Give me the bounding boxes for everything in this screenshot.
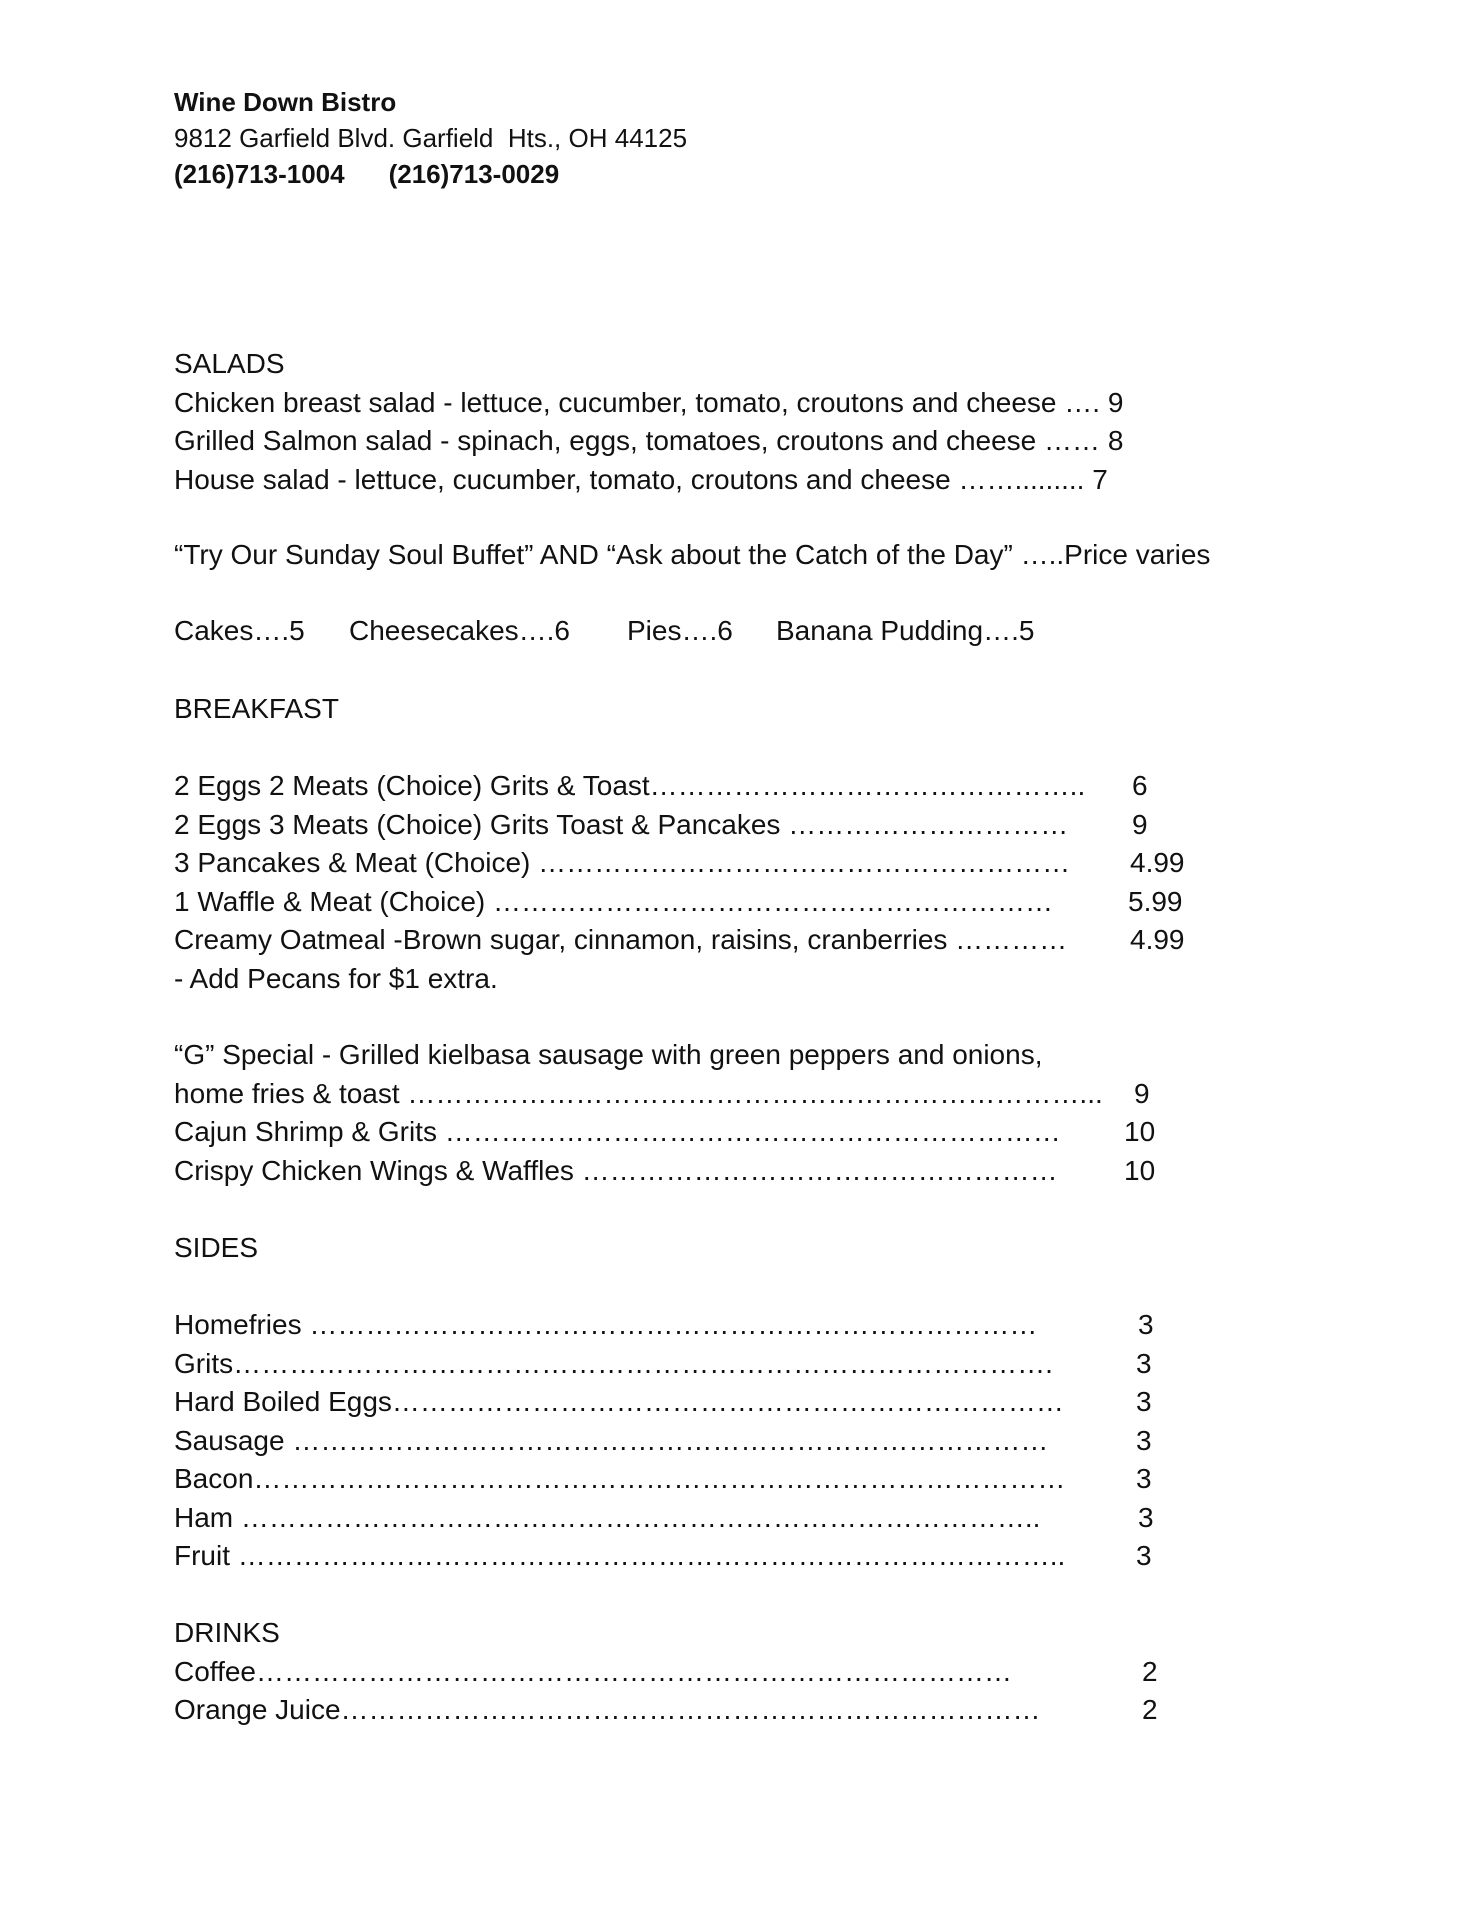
side-item-price: 3: [1136, 1347, 1152, 1379]
breakfast-item-price: 5.99: [1128, 885, 1183, 917]
breakfast-item-price: 4.99: [1130, 847, 1185, 878]
breakfast-item: [174, 1113, 1314, 1152]
breakfast-item: [174, 1075, 1314, 1114]
restaurant-header: [174, 84, 687, 192]
drink-item-price: 2: [1142, 1694, 1158, 1725]
side-item-price: 3: [1136, 1463, 1152, 1494]
drink-item-price: 2: [1142, 1655, 1158, 1687]
side-item-price: 3: [1136, 1540, 1152, 1571]
breakfast-item: [174, 883, 1314, 922]
restaurant-phones: [174, 156, 687, 192]
side-item-name: Ham …………………………………………………………………………..: [174, 1501, 1041, 1533]
breakfast-item: [174, 767, 1314, 806]
side-item: [174, 1345, 1314, 1384]
breakfast-specials-section: [174, 1036, 1314, 1190]
breakfast-item-name: Creamy Oatmeal -Brown sugar, cinnamon, raisins, cranberries …………: [174, 924, 1068, 955]
side-item: [174, 1537, 1314, 1576]
side-item-name: Hard Boiled Eggs………………………………………………………………: [174, 1386, 1064, 1417]
breakfast-heading-block: [174, 690, 1314, 729]
breakfast-item-name: Crispy Chicken Wings & Waffles ……………………………………………: [174, 1154, 1058, 1186]
breakfast-item-name: 1 Waffle & Meat (Choice) ……………………………………………………: [174, 885, 1054, 917]
salads-heading: SALADS: [174, 348, 285, 379]
buffet-note: [174, 536, 1314, 575]
breakfast-item-name: 2 Eggs 2 Meats (Choice) Grits & Toast………………………………………..: [174, 770, 1086, 801]
side-item-name: Bacon……………………………………………………………………………: [174, 1463, 1066, 1494]
side-item-price: 3: [1136, 1386, 1152, 1417]
desserts-line: [174, 612, 1314, 651]
drink-item: [174, 1691, 1314, 1730]
dessert-cheesecakes: Cheesecakes….6: [349, 615, 571, 646]
drink-item-name: Orange Juice…………………………………………………………………: [174, 1694, 1041, 1725]
breakfast-item: [174, 921, 1314, 960]
restaurant-name: Wine Down Bistro: [174, 87, 397, 117]
breakfast-item: [174, 1152, 1314, 1191]
breakfast-item-price: 9: [1132, 808, 1148, 840]
phone-number-1: (216)713-1004: [174, 159, 345, 189]
side-item: [174, 1422, 1314, 1461]
drinks-section: [174, 1614, 1314, 1730]
side-item-name: Homefries ……………………………………………………………………: [174, 1309, 1038, 1340]
side-item-price: 3: [1138, 1501, 1154, 1533]
breakfast-item-price: 4.99: [1130, 924, 1185, 955]
side-item: [174, 1383, 1314, 1422]
dessert-cakes: Cakes….5: [174, 615, 305, 646]
salads-section: [174, 345, 1314, 499]
breakfast-item-price: 6: [1132, 770, 1148, 801]
breakfast-item-name: Cajun Shrimp & Grits …………………………………………………………: [174, 1116, 1061, 1147]
sides-section: [174, 1306, 1314, 1576]
side-item: [174, 1499, 1314, 1538]
side-item-price: 3: [1138, 1309, 1154, 1340]
buffet-line: “Try Our Sunday Soul Buffet” AND “Ask about the Catch of the Day” …..Price varies: [174, 539, 1211, 570]
dessert-pies: Pies….6: [627, 615, 733, 646]
breakfast-note: - Add Pecans for $1 extra.: [174, 962, 498, 994]
drink-item: [174, 1653, 1314, 1692]
g-special-line: “G” Special - Grilled kielbasa sausage with green peppers and onions,: [174, 1039, 1043, 1070]
sides-heading: SIDES: [174, 1232, 259, 1263]
side-item-name: Grits…………………………………………………………………………….: [174, 1347, 1053, 1379]
salad-item: House salad - lettuce, cucumber, tomato, croutons and cheese ……......... 7: [174, 463, 1108, 495]
salad-item: Grilled Salmon salad - spinach, eggs, tomatoes, croutons and cheese …… 8: [174, 425, 1124, 456]
restaurant-address: 9812 Garfield Blvd. Garfield Hts., OH 44125: [174, 123, 688, 153]
breakfast-item: [174, 806, 1314, 845]
side-item-name: Fruit ……………………………………………………………………………..: [174, 1540, 1066, 1571]
breakfast-item-price: 10: [1124, 1154, 1156, 1186]
salad-item: Chicken breast salad - lettuce, cucumber, tomato, croutons and cheese …. 9: [174, 386, 1124, 418]
side-item-price: 3: [1136, 1424, 1152, 1456]
dessert-banana-pudding: Banana Pudding….5: [776, 615, 1035, 646]
drinks-heading: DRINKS: [174, 1617, 280, 1648]
drink-item-name: Coffee………………………………………………………………………: [174, 1655, 1012, 1687]
breakfast-item-price: 9: [1134, 1077, 1150, 1109]
side-item: [174, 1306, 1314, 1345]
breakfast-item-name: home fries & toast ………………………………………………………………...: [174, 1077, 1103, 1109]
phone-number-2: (216)713-0029: [388, 159, 560, 189]
sides-heading-block: [174, 1229, 1314, 1268]
desserts-row: [174, 612, 1314, 651]
side-item-name: Sausage ………………………………………………………………………: [174, 1424, 1049, 1456]
side-item: [174, 1460, 1314, 1499]
breakfast-item-name: 3 Pancakes & Meat (Choice) …………………………………………………: [174, 847, 1071, 878]
breakfast-section: [174, 767, 1314, 998]
breakfast-item-name: 2 Eggs 3 Meats (Choice) Grits Toast & Pancakes …………………………: [174, 808, 1069, 840]
breakfast-item: [174, 844, 1314, 883]
breakfast-item-price: 10: [1124, 1116, 1156, 1147]
breakfast-heading: BREAKFAST: [174, 693, 339, 724]
